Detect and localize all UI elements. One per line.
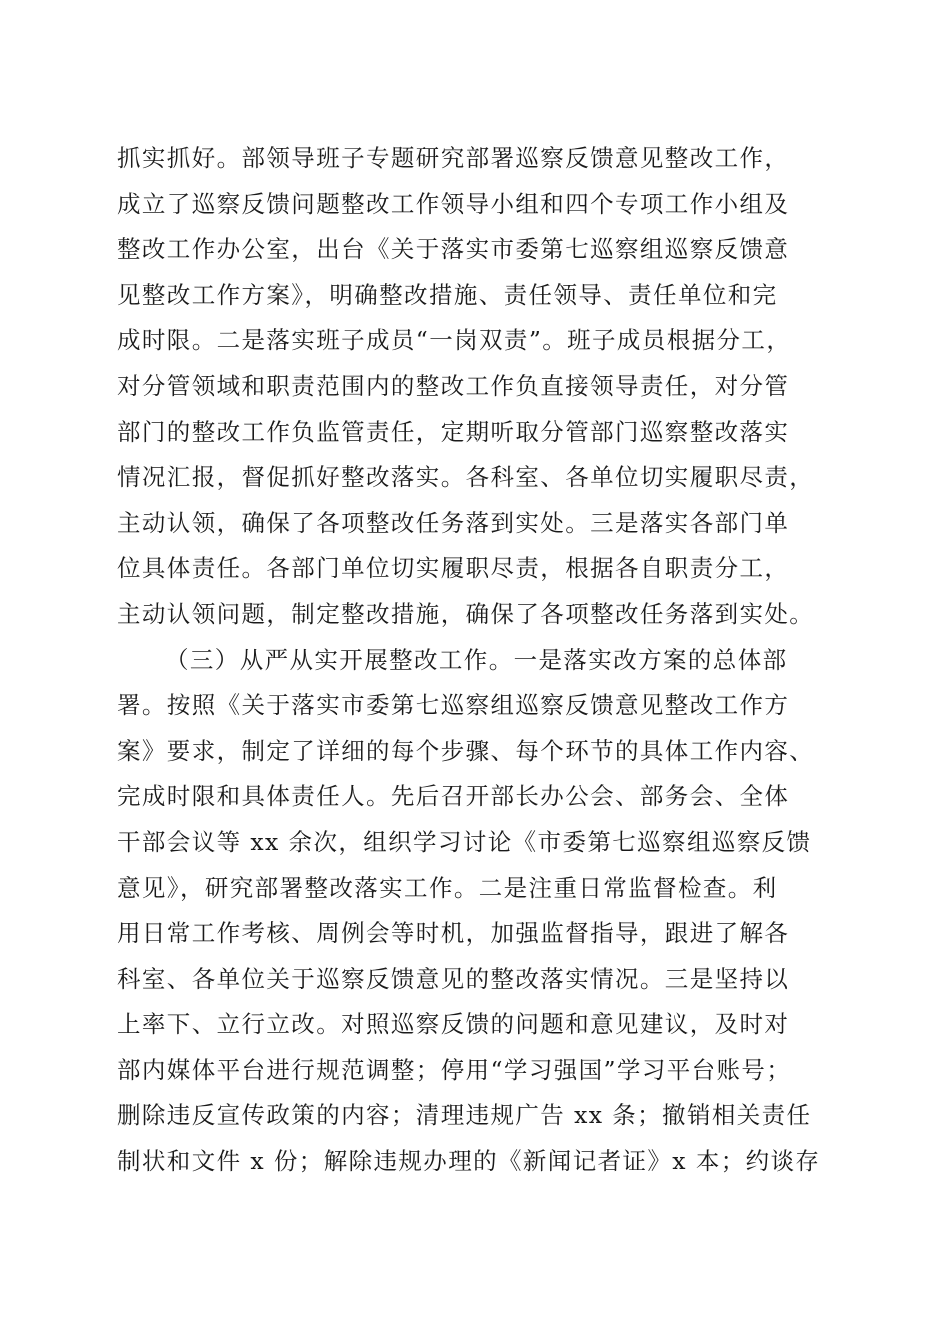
body-text bbox=[117, 136, 837, 1185]
text-line: 署。按照《关于落实市委第七巡察组巡察反馈意见整改工作方 bbox=[117, 691, 790, 720]
text-line: 部内媒体平台进行规范调整；停用“学习强国”学习平台账号； bbox=[117, 1055, 792, 1084]
text-line: 情况汇报，督促抓好整改落实。各科室、各单位切实履职尽责， bbox=[117, 463, 815, 492]
text-line: 整改工作办公室，出台《关于落实市委第七巡察组巡察反馈意 bbox=[117, 235, 790, 264]
text-line: 成立了巡察反馈问题整改工作领导小组和四个专项工作小组及 bbox=[117, 189, 790, 218]
text-line: 用日常工作考核、周例会等时机，加强监督指导，跟进了解各 bbox=[117, 919, 790, 948]
text-line: 对分管领域和职责范围内的整改工作负直接领导责任，对分管 bbox=[117, 371, 790, 400]
text-line: 完成时限和具体责任人。先后召开部长办公会、部务会、全体 bbox=[117, 782, 790, 811]
text-line: 位具体责任。各部门单位切实履职尽责，根据各自职责分工， bbox=[117, 554, 790, 583]
text-line: 部门的整改工作负监管责任，定期听取分管部门巡察整改落实 bbox=[117, 417, 790, 446]
text-line: 干部会议等 xx 余次，组织学习讨论《市委第七巡察组巡察反馈 bbox=[117, 827, 812, 856]
text-line: 意见》，研究部署整改落实工作。二是注重日常监督检查。利 bbox=[117, 873, 778, 902]
text-line: 制状和文件 x 份；解除违规办理的《新闻记者证》x 本；约谈存 bbox=[117, 1147, 821, 1176]
text-line: 抓实抓好。部领导班子专题研究部署巡察反馈意见整改工作， bbox=[117, 144, 790, 172]
section-heading-line: （三）从严从实开展整改工作。一是落实改方案的总体部 bbox=[165, 645, 788, 674]
text-line: 科室、各单位关于巡察反馈意见的整改落实情况。三是坚持以 bbox=[117, 964, 790, 993]
text-line: 案》要求，制定了详细的每个步骤、每个环节的具体工作内容、 bbox=[117, 736, 815, 765]
text-line: 上率下、立行立改。对照巡察反馈的问题和意见建议，及时对 bbox=[117, 1010, 790, 1039]
text-line: 成时限。二是落实班子成员“一岗双责”。班子成员根据分工， bbox=[117, 326, 792, 355]
text-line: 主动认领，确保了各项整改任务落到实处。三是落实各部门单 bbox=[117, 508, 790, 537]
text-line: 主动认领问题，制定整改措施，确保了各项整改任务落到实处。 bbox=[117, 599, 815, 628]
text-line: 见整改工作方案》，明确整改措施、责任领导、责任单位和完 bbox=[117, 280, 778, 309]
text-line: 删除违反宣传政策的内容；清理违规广告 xx 条；撤销相关责任 bbox=[117, 1101, 812, 1130]
